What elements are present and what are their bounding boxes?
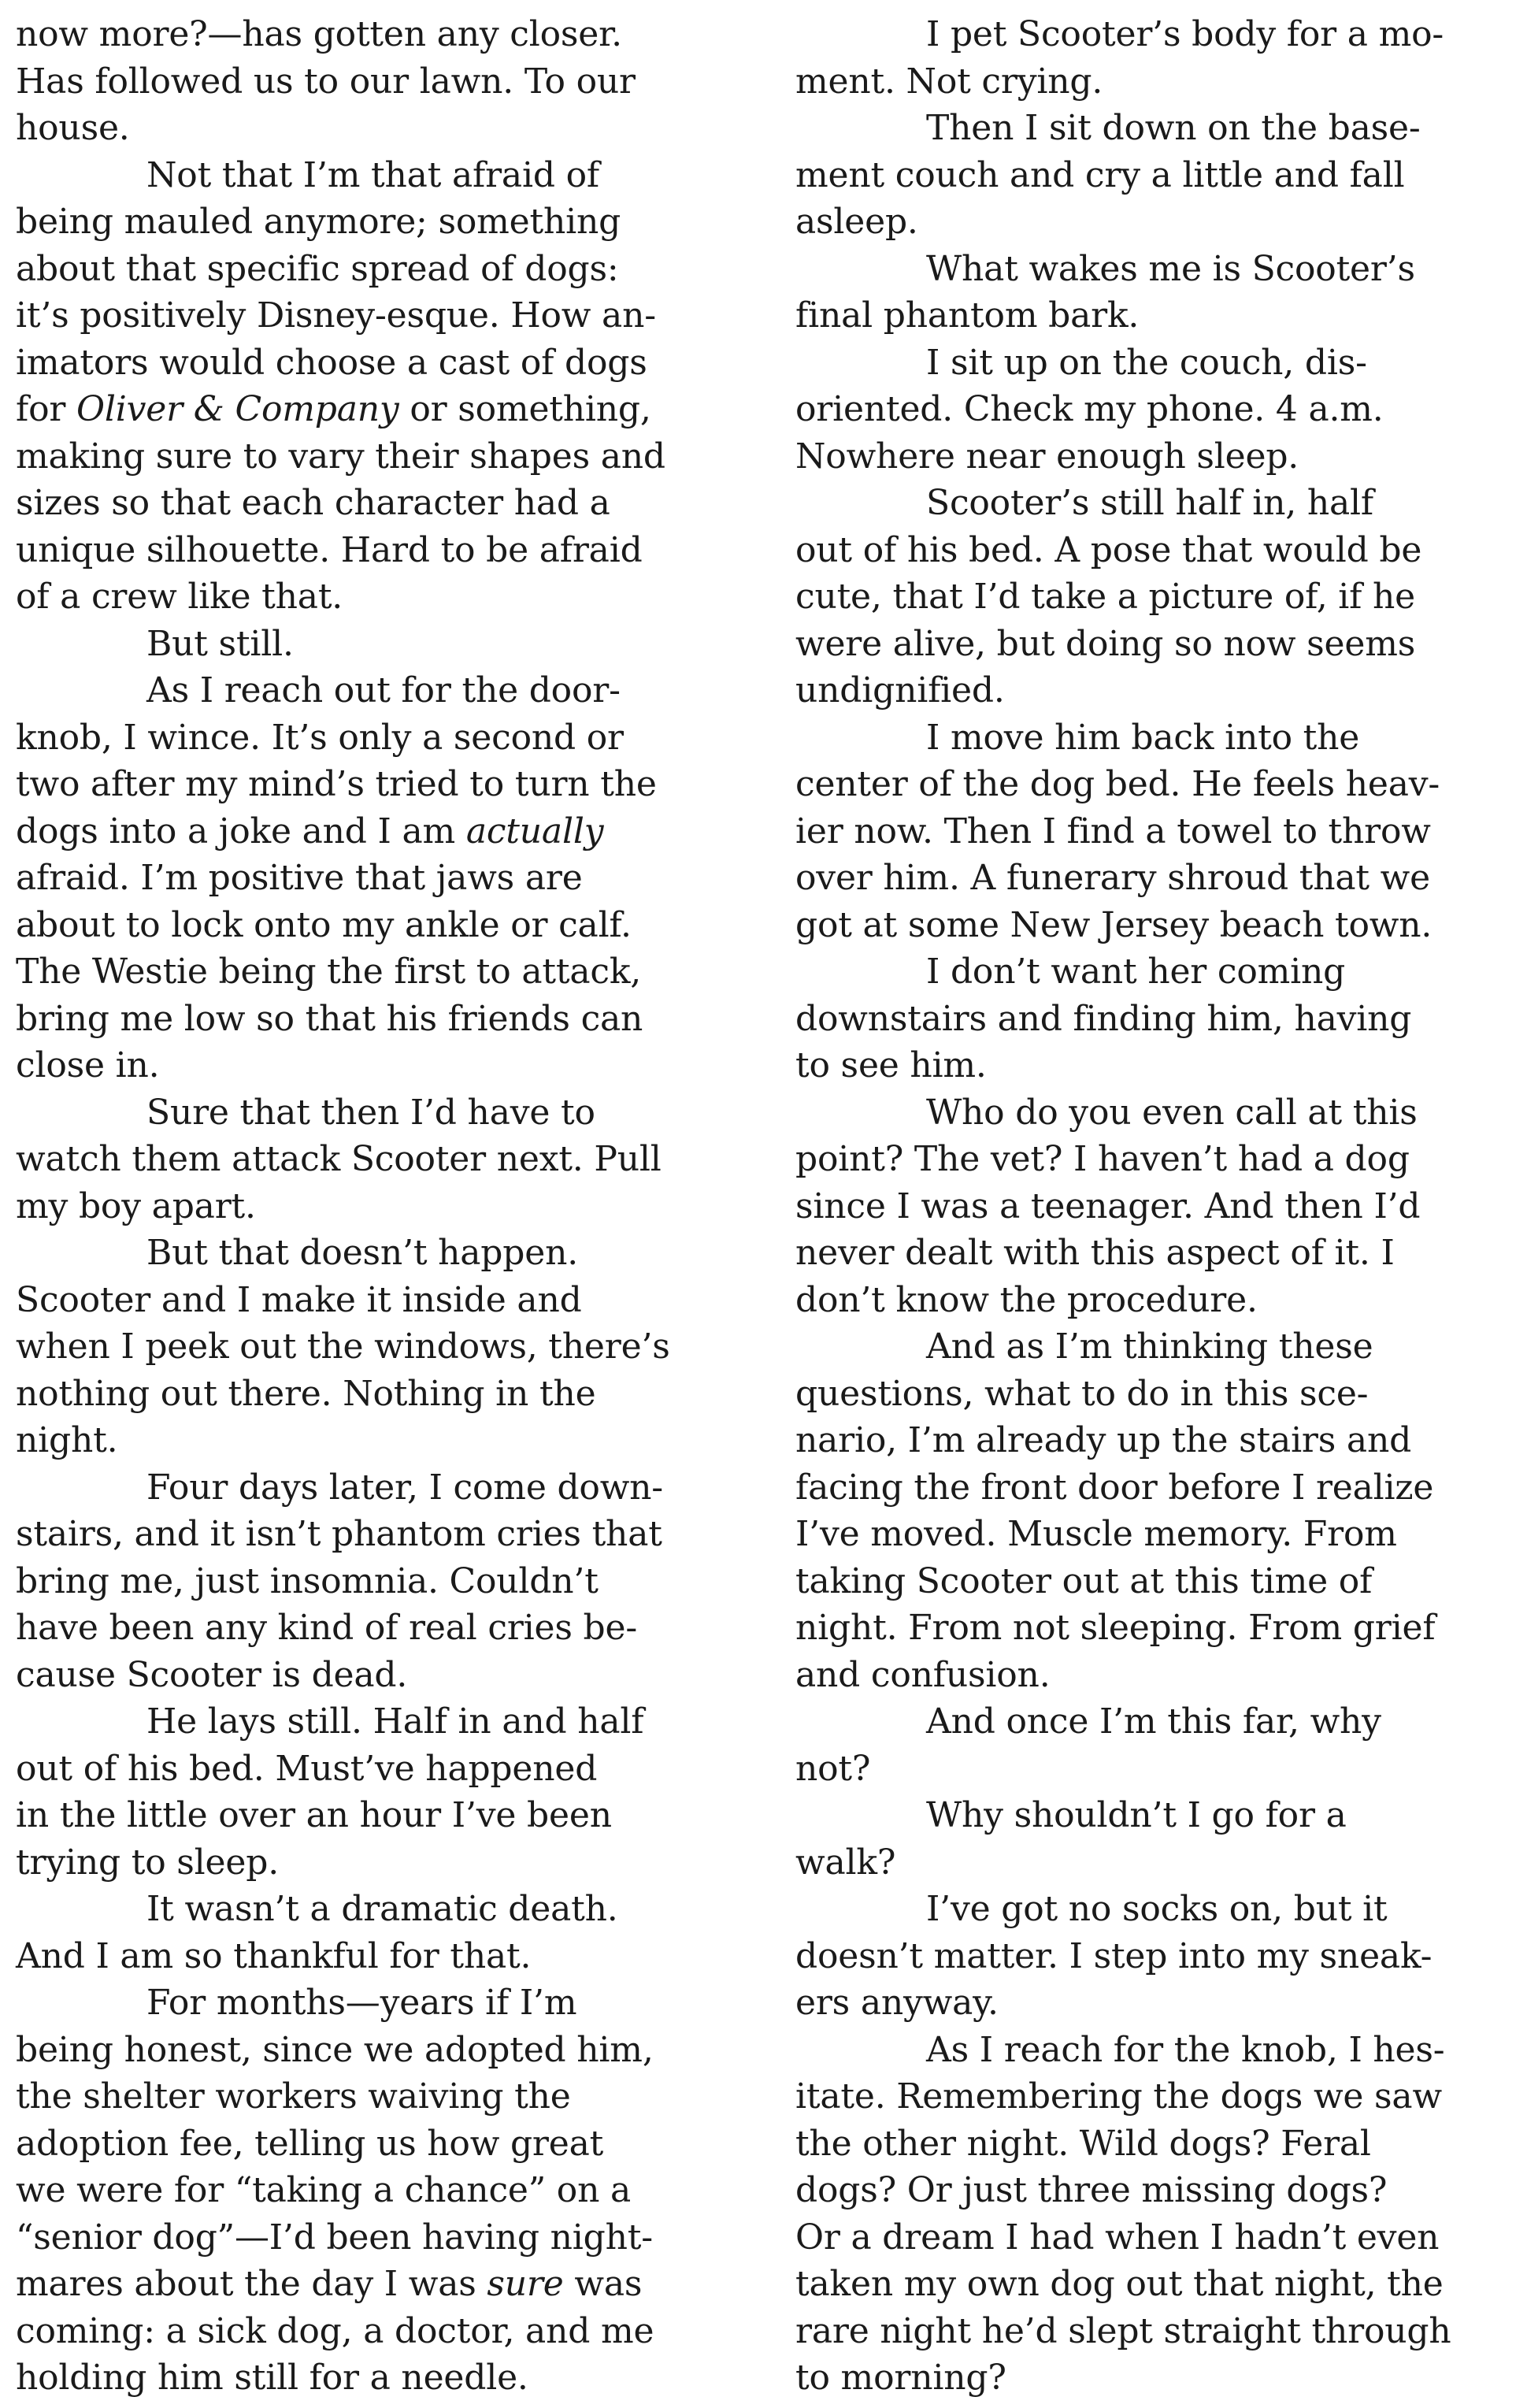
text-line: the other night. Wild dogs? Feral	[795, 2123, 1371, 2164]
text-line: bring me low so that his friends can	[16, 998, 643, 1039]
left-text-column	[16, 11, 709, 2402]
text-line: in the little over an hour I’ve been	[16, 1795, 612, 1835]
text-line: two after my mind’s tried to turn the	[16, 764, 657, 804]
text-line: when I peek out the windows, there’s	[16, 1326, 670, 1367]
text-line: sizes so that each character had a	[16, 483, 610, 523]
italic-text: sure	[487, 2264, 564, 2304]
text-line: coming: a sick dog, a doctor, and me	[16, 2310, 654, 2351]
text-line: downstairs and finding him, having	[795, 998, 1412, 1039]
text-segment: or something,	[398, 389, 651, 429]
text-line: I’ve got no socks on, but it	[926, 1889, 1388, 1929]
text-line: night. From not sleeping. From grief	[795, 1608, 1436, 1648]
text-line: asleep.	[795, 202, 918, 242]
text-line: house.	[16, 108, 130, 148]
text-line: facing the front door before I realize	[795, 1467, 1434, 1508]
text-line: my boy apart.	[16, 1185, 256, 1226]
text-line	[16, 2261, 709, 2308]
text-line: got at some New Jersey beach town.	[795, 904, 1432, 945]
text-segment: was	[563, 2264, 643, 2304]
text-line: ment. Not crying.	[795, 61, 1103, 102]
text-line: and confusion.	[795, 1654, 1051, 1695]
text-line: undignified.	[795, 670, 1005, 711]
text-line: to morning?	[795, 2358, 1006, 2398]
text-line: I move him back into the	[926, 717, 1360, 758]
text-line: I pet Scooter’s body for a mo-	[926, 14, 1444, 54]
text-line: And once I’m this far, why	[926, 1701, 1381, 1742]
text-line: But that doesn’t happen.	[146, 1233, 578, 1273]
text-line: holding him still for a needle.	[16, 2358, 528, 2398]
text-line: Four days later, I come down-	[146, 1467, 663, 1508]
text-line: ers anyway.	[795, 1983, 999, 2023]
text-line: cause Scooter is dead.	[16, 1654, 408, 1695]
text-line: Or a dream I had when I hadn’t even	[795, 2217, 1440, 2258]
text-line: Not that I’m that afraid of	[146, 154, 599, 195]
text-line: being mauled anymore; something	[16, 202, 621, 242]
text-line: Nowhere near enough sleep.	[795, 436, 1299, 477]
text-line: cute, that I’d take a picture of, if he	[795, 577, 1415, 617]
text-line: I’ve moved. Muscle memory. From	[795, 1514, 1397, 1554]
text-segment: dogs into a joke and I am	[16, 811, 466, 852]
text-line	[16, 808, 709, 855]
text-line: Has followed us to our lawn. To our	[16, 61, 636, 102]
text-line: don’t know the procedure.	[795, 1279, 1258, 1320]
text-line: Why shouldn’t I go for a	[926, 1795, 1347, 1835]
text-line: nothing out there. Nothing in the	[16, 1373, 596, 1414]
text-line: over him. A funerary shroud that we	[795, 858, 1430, 898]
text-line: But still.	[146, 623, 294, 664]
italic-text: actually	[465, 811, 604, 852]
text-line: bring me, just insomnia. Couldn’t	[16, 1560, 599, 1601]
text-line: to see him.	[795, 1045, 987, 1085]
right-text-column	[795, 11, 1488, 2402]
text-line: ier now. Then I find a towel to throw	[795, 811, 1431, 852]
text-line: walk?	[795, 1842, 896, 1883]
text-line: ment couch and cry a little and fall	[795, 154, 1405, 195]
text-line: Sure that then I’d have to	[146, 1092, 595, 1133]
text-segment: for	[16, 389, 76, 429]
text-line: final phantom bark.	[795, 295, 1140, 336]
text-line: about to lock onto my ankle or calf.	[16, 904, 632, 945]
text-line: not?	[795, 1748, 871, 1789]
text-line: never dealt with this aspect of it. I	[795, 1233, 1395, 1273]
text-line: rare night he’d slept straight through	[795, 2310, 1451, 2351]
text-line: have been any kind of real cries be-	[16, 1608, 638, 1648]
text-line: dogs? Or just three missing dogs?	[795, 2170, 1388, 2210]
text-line: doesn’t matter. I step into my sneak-	[795, 1935, 1432, 1976]
text-line: afraid. I’m positive that jaws are	[16, 858, 583, 898]
text-line: the shelter workers waiving the	[16, 2076, 571, 2117]
text-line: watch them attack Scooter next. Pull	[16, 1139, 662, 1179]
text-line: It wasn’t a dramatic death.	[146, 1889, 618, 1929]
text-line: unique silhouette. Hard to be afraid	[16, 529, 643, 570]
text-line: center of the dog bed. He feels heav-	[795, 764, 1440, 804]
text-line: stairs, and it isn’t phantom cries that	[16, 1514, 662, 1554]
text-line: And I am so thankful for that.	[16, 1935, 532, 1976]
text-line: since I was a teenager. And then I’d	[795, 1185, 1421, 1226]
text-line: adoption fee, telling us how great	[16, 2123, 604, 2164]
italic-text: Oliver & Company	[76, 389, 399, 429]
text-line: He lays still. Half in and half	[146, 1701, 644, 1742]
text-line: nario, I’m already up the stairs and	[795, 1420, 1412, 1460]
text-line: Scooter and I make it inside and	[16, 1279, 582, 1320]
text-line: it’s positively Disney-esque. How an-	[16, 295, 656, 336]
text-line: now more?—has gotten any closer.	[16, 14, 622, 54]
text-line: questions, what to do in this sce-	[795, 1373, 1369, 1414]
text-line: “senior dog”—I’d been having night-	[16, 2217, 653, 2258]
text-line: of a crew like that.	[16, 577, 343, 617]
text-line: Scooter’s still half in, half	[926, 483, 1373, 523]
text-line: I don’t want her coming	[926, 952, 1346, 992]
text-line: taken my own dog out that night, the	[795, 2264, 1444, 2304]
text-line: making sure to vary their shapes and	[16, 436, 665, 477]
text-line: And as I’m thinking these	[926, 1326, 1373, 1367]
text-line: I sit up on the couch, dis-	[926, 342, 1367, 383]
text-line: What wakes me is Scooter’s	[926, 248, 1415, 289]
text-line: Who do you even call at this	[926, 1092, 1418, 1133]
text-line: point? The vet? I haven’t had a dog	[795, 1139, 1410, 1179]
text-line	[16, 386, 709, 433]
text-line: night.	[16, 1420, 118, 1460]
text-line: taking Scooter out at this time of	[795, 1560, 1373, 1601]
text-line: we were for “taking a chance” on a	[16, 2170, 632, 2210]
text-line: out of his bed. A pose that would be	[795, 529, 1422, 570]
text-line: about that specific spread of dogs:	[16, 248, 619, 289]
text-line: Then I sit down on the base-	[926, 108, 1421, 148]
text-line: being honest, since we adopted him,	[16, 2029, 654, 2070]
text-line: imators would choose a cast of dogs	[16, 342, 647, 383]
text-line: As I reach out for the door-	[146, 670, 621, 711]
text-line: out of his bed. Must’ve happened	[16, 1748, 598, 1789]
text-segment: mares about the day I was	[16, 2264, 487, 2304]
text-line: were alive, but doing so now seems	[795, 623, 1416, 664]
text-line: close in.	[16, 1045, 160, 1085]
text-line: knob, I wince. It’s only a second or	[16, 717, 624, 758]
text-line: oriented. Check my phone. 4 a.m.	[795, 389, 1384, 429]
text-line: The Westie being the first to attack,	[16, 952, 642, 992]
text-line: itate. Remembering the dogs we saw	[795, 2076, 1442, 2117]
text-line: As I reach for the knob, I hes-	[926, 2029, 1445, 2070]
text-line: For months—years if I’m	[146, 1983, 577, 2023]
text-line: trying to sleep.	[16, 1842, 279, 1883]
